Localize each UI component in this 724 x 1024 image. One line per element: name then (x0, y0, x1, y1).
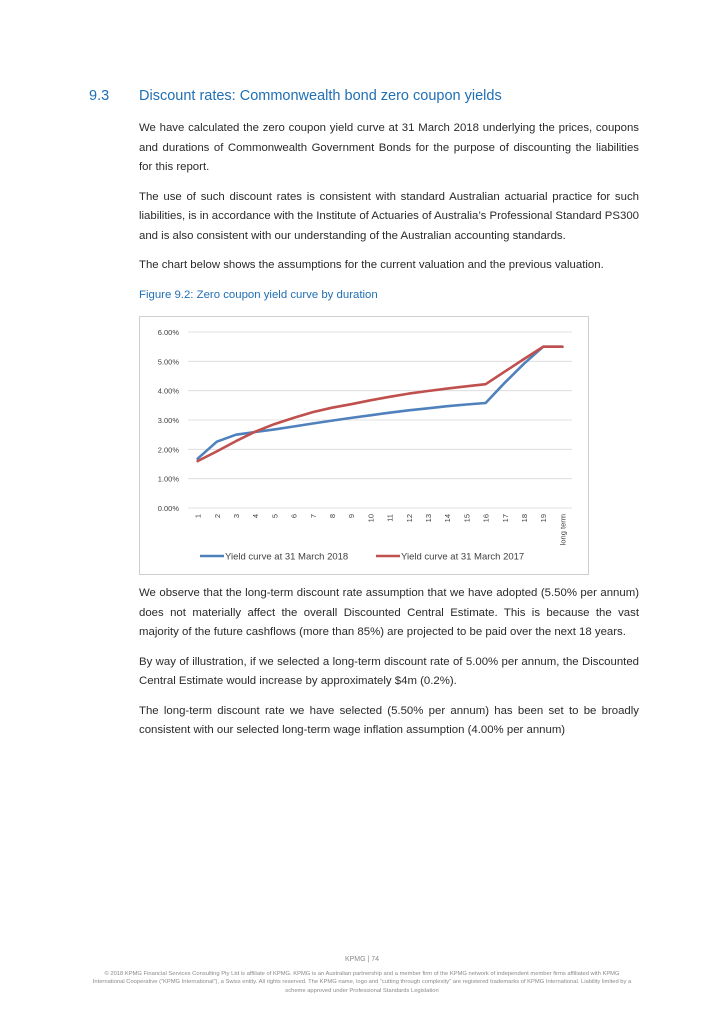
x-tick-label: 3 (232, 514, 241, 519)
y-tick-label: 0.00% (157, 504, 179, 513)
y-tick-label: 5.00% (157, 357, 179, 367)
x-tick-label: 13 (424, 514, 433, 523)
x-tick-label: 1 (193, 514, 203, 519)
figure-caption: Figure 9.2: Zero coupon yield curve by duration (139, 289, 378, 301)
paragraph: The long-term discount rate we have selected (5.50% per annum) has been set to be broadly consistent with our selected long-term wage inflation assumption (4.00% per annum) (139, 704, 639, 736)
section-number: 9.3 (89, 88, 110, 104)
y-tick-label: 6.00% (157, 328, 179, 337)
paragraph: We observe that the long-term discount rate assumption that we have adopted (5.50% per annum) does not materially affect the overall Discounted Central Estimate. This is because the vast majority of the future cashflows (more than 85%) are projected to be paid over the next 18 years. (139, 587, 639, 638)
x-tick-label: 15 (462, 514, 472, 523)
yield-curve-chart (139, 316, 589, 575)
x-tick-label: 18 (520, 514, 529, 523)
x-tick-label: 2 (212, 514, 222, 519)
x-tick-label: 11 (385, 514, 395, 522)
x-tick-label: long term (558, 514, 568, 546)
x-tick-label: 16 (481, 514, 491, 523)
page-number: KPMG | 74 (344, 956, 380, 963)
paragraph: The use of such discount rates is consistent with standard Australian actuarial practice for such liabilities, is in accordance with the Institute of Actuaries of Australia’s Professional Standard PS300 and is also consistent with our understanding of the Australian accounting standards. (139, 190, 639, 242)
paragraph: The chart below shows the assumptions for the current valuation and the previous valuation. (139, 259, 604, 271)
x-tick-label: 9 (347, 514, 357, 519)
series-line-1 (198, 347, 563, 459)
discussion-text (139, 584, 639, 751)
x-tick-label: 4 (251, 514, 261, 519)
paragraph: By way of illustration, if we selected a long-term discount rate of 5.00% per annum, the Discounted Central Estimate would increase by approximately $4m (0.2%). (139, 655, 639, 687)
paragraph: We have calculated the zero coupon yield curve at 31 March 2018 underlying the prices, coupons and durations of Commonwealth Government Bonds for the purpose of discounting the liabilities for this report. (139, 122, 639, 173)
x-tick-label: 14 (443, 514, 453, 523)
y-tick-label: 4.00% (157, 386, 179, 396)
x-tick-label: 10 (366, 514, 376, 523)
x-tick-label: 7 (308, 514, 318, 519)
section-title: Discount rates: Commonwealth bond zero coupon yields (139, 88, 502, 104)
y-tick-label: 1.00% (157, 474, 179, 484)
legend-label: Yield curve at 31 March 2018 (225, 551, 349, 563)
x-tick-label: 19 (539, 514, 549, 523)
y-tick-label: 3.00% (157, 416, 179, 425)
y-tick-label: 2.00% (157, 445, 179, 455)
intro-text (139, 119, 639, 286)
series-line-2 (198, 347, 563, 461)
x-tick-label: 8 (328, 514, 337, 519)
legal-notice: © 2018 KPMG Financial Services Consulting Pty Ltd is affiliate of KPMG. KPMG is an Australian partnership and a member firm of the KPMG network of independent member firms affiliated with KPMG International Cooperative (“KPMG International”), a Swiss entity. All rights reserved. The KPMG name, logo and “cutting through complexity” are registered trademarks of KPMG International. Liability limited by a scheme approved under Professional Standards Legislation (92, 971, 632, 994)
x-tick-label: 5 (270, 514, 280, 519)
x-tick-label: 6 (289, 514, 299, 519)
legend-label: Yield curve at 31 March 2017 (401, 551, 525, 563)
x-tick-label: 17 (500, 514, 510, 523)
chart-canvas (140, 317, 588, 574)
x-tick-label: 12 (404, 514, 414, 523)
